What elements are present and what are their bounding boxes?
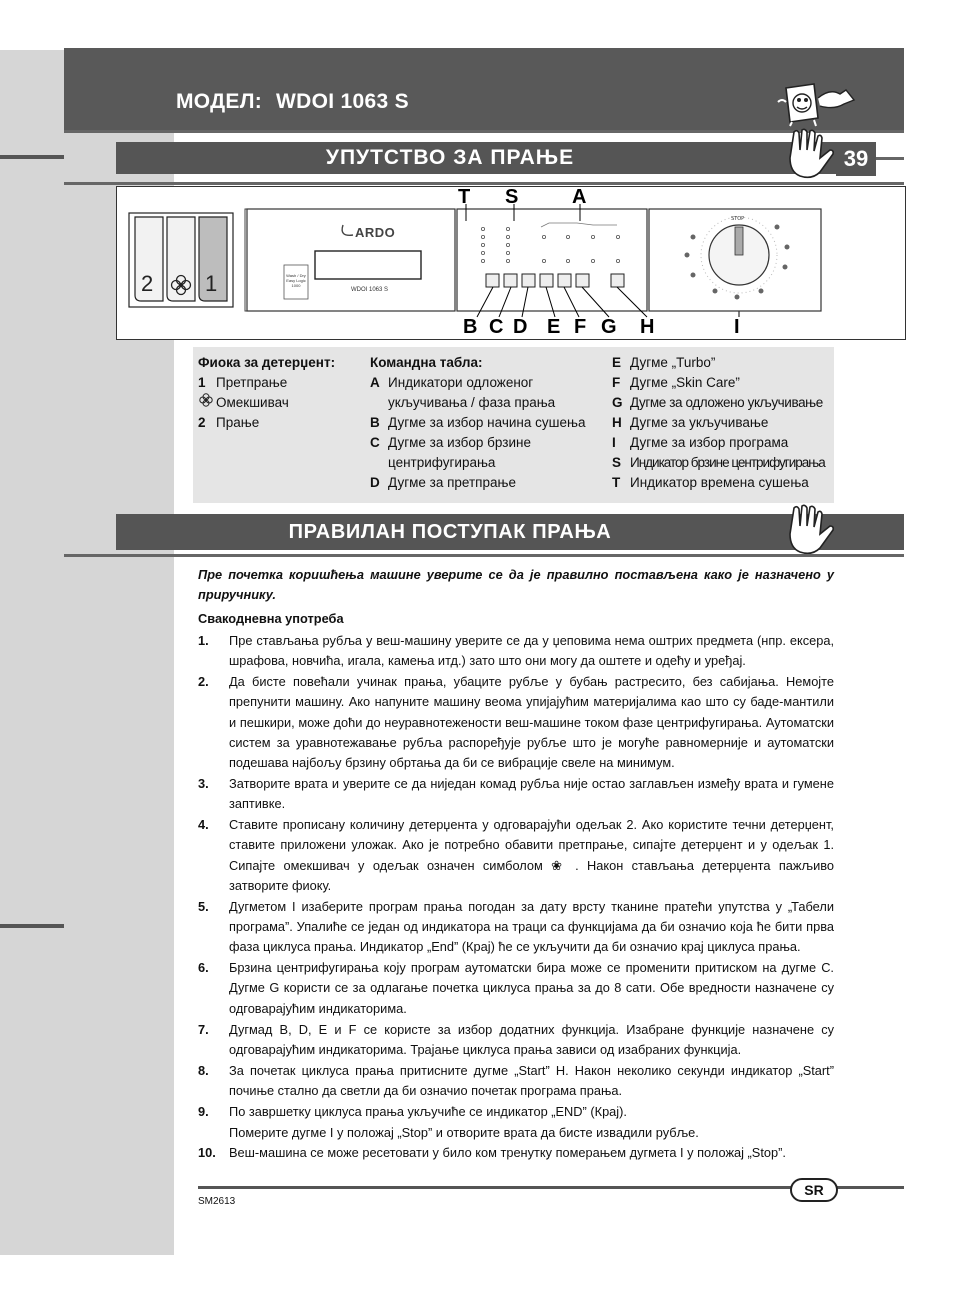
legend-item: укључивања / фаза прања (388, 395, 556, 410)
document-code: SM2613 (198, 1196, 236, 1207)
legend-item: D Дугме за претпрање (370, 475, 516, 490)
subheading: Свакодневна употреба (198, 610, 344, 626)
callout-label-e: E (547, 316, 561, 338)
legend-item: C Дугме за избор брзине (370, 435, 531, 450)
washing-machine-mascot-icon (774, 80, 864, 128)
legend-drawer (198, 353, 335, 433)
callout-label-i: I (734, 316, 740, 338)
display-screen (315, 251, 421, 279)
legend-item: Омекшивач (198, 393, 335, 413)
rule (64, 130, 904, 133)
legend-item: центрифугирања (388, 455, 496, 470)
dial-pointer (735, 227, 743, 255)
callout-label-t: T (458, 186, 471, 208)
instruction-item: 3. Затворите врата и уверите се да ниједан комад рубља није остао заглављен између врата и гумене заптивке. (198, 775, 834, 812)
callout-label-g: G (601, 316, 617, 338)
hand-icon (784, 128, 836, 182)
legend-item: T Индикатор времена сушења (612, 475, 809, 490)
prewash-button (522, 274, 535, 287)
delay-start-button (576, 274, 589, 287)
start-button (611, 274, 624, 287)
turbo-button (540, 274, 553, 287)
legend-item: A Индикатори одложеног (370, 375, 534, 390)
badge-text: Wash / Dry Easy Logic 1000 (286, 273, 306, 288)
legend-item: G Дугме за одложено укључивање (612, 395, 823, 410)
callout-label-b: B (463, 316, 478, 338)
instruction-item: Померите дугме I у положај „Stop” и отворите врата да бисте извадили рубље. (229, 1124, 699, 1140)
drawer-compartment-softener (167, 217, 195, 301)
callout-label-d: D (513, 316, 528, 338)
section-bar-end (836, 514, 904, 550)
left-margin-rule (0, 924, 64, 928)
legend-item: I Дугме за избор програма (612, 435, 789, 450)
flower-icon (198, 393, 216, 413)
drawer-label-2: 2 (141, 271, 154, 296)
hand-icon (784, 504, 836, 558)
dry-button (486, 274, 499, 287)
legend-item: F Дугме „Skin Care” (612, 375, 740, 390)
model-title: МОДЕЛ: WDOI 1063 S (176, 90, 409, 113)
callout-label-a: A (572, 186, 587, 208)
model-plate-label: WDOI 1063 S (351, 287, 389, 293)
section-title-instructions: УПУТСТВО ЗА ПРАЊЕ (116, 142, 784, 174)
legend-item: B Дугме за избор начина сушења (370, 415, 586, 430)
instruction-item: 5. Дугметом I изаберите програм прања погодан за дату врсту тканине пратећи упутства у „Табели програма”. Упалиће се један од индикатора на траци са функцијама да би означио која ће бити прва фаза циклуса прања. Индикатор „End” (Крај) ће се укључити да би означио крај циклуса прања. (198, 898, 834, 955)
legend-item: S Индикатор брзине центрифугирања (612, 455, 825, 470)
legend-panel-continued (612, 353, 825, 493)
legend-panel-title: Командна табла: (370, 355, 483, 370)
rule (64, 554, 904, 557)
legend-item: 2 Прање (198, 415, 260, 430)
instruction-item: 1. Пре стављања рубља у веш-машину уверите се да у џеповима нема оштрих предмета (нпр. ексера, шрафова, новчића, игала, камења итд.) зато што они могу да оштете и одећу и уређај. (198, 632, 834, 669)
section-title-procedure: ПРАВИЛАН ПОСТУПАК ПРАЊА (116, 514, 784, 550)
legend-item: E Дугме „Turbo” (612, 355, 716, 370)
instruction-item: 7. Дугмад B, D, E и F се користе за избор додатних функција. Изабране функције назначене су одговарајућим индикаторима. Трајање циклуса прања зависи од изабраних функција. (198, 1021, 834, 1057)
legend-item: 1 Претпрање (198, 375, 288, 390)
instruction-item: 10. Веш-машина се може ресетовати у било ком тренутку померањем дугмета I у положај „Stop”. (198, 1145, 786, 1161)
callout-label-s: S (505, 186, 519, 208)
legend-panel (370, 353, 585, 493)
brand-label: ARDO (355, 225, 396, 240)
instruction-item: 6. Брзина центрифугирања коју програм аутоматски бира може се променити притиском на дугме C. Дугме G користи се за одлагање почетка циклуса прања за до 8 сати. Обе вредности назначене су одговарајућим индикаторима. (198, 960, 834, 1016)
legend-drawer-title: Фиока за детерџент: (198, 355, 336, 370)
instruction-item: 9. По завршетку циклуса прања укључиће се индикатор „END” (Крај). (198, 1103, 627, 1119)
instructions-body (198, 565, 834, 1164)
drawer-label-1: 1 (205, 271, 218, 296)
instruction-item: 8. За почетак циклуса прања притисните дугме „Start” H. Након неколико секунди индикатор „Start” почиње стално да светли да би означио почетак програма прања. (198, 1062, 834, 1098)
instruction-item: 2. Да бисте повећали учинак прања, убаците рубље у бубањ растресито, без сабијања. Немојте препунити машину. Ако напуните машину веома упијајућим материјалима као што су баде-мантили и пешкири, може доћи до неуравнотежености веш-машине током фазе центрифугирања. Аутоматски систем за уравнотежавање рубља распоређује рубље што је могуће равномерније и аутоматски подешава најбољу брзину обртања да би се вибрације свеле на минимум. (198, 673, 834, 771)
intro-text: Пре почетка коришћења машине уверите се да је правилно постављена како је назначено у приручнику. (198, 567, 834, 603)
left-margin-rule (0, 155, 64, 159)
legend-box (193, 347, 834, 503)
callout-label-h: H (640, 316, 655, 338)
legend-item: H Дугме за укључивање (612, 415, 769, 430)
control-panel-diagram (116, 186, 906, 340)
rule (876, 157, 904, 160)
skin-care-button (558, 274, 571, 287)
page-number: 39 (836, 142, 876, 176)
dial-stop-label: STOP (731, 216, 745, 222)
spin-speed-button (504, 274, 517, 287)
callout-label-f: F (574, 316, 587, 338)
language-badge: SR (790, 1178, 838, 1202)
instruction-item: 4. Ставите прописану количину детерџента у одговарајући одељак 2. Ако користите течни детерџент, ставите приложени уложак. Ако је потребно обавити претпрање, сипајте детерџент и у одељак 1. Сипајте омекшивач у одељак означен симболом ❀ . Након стављања детерџента пажљиво затворите фиоку. (198, 817, 834, 893)
rule (64, 182, 904, 185)
callout-label-c: C (489, 316, 504, 338)
